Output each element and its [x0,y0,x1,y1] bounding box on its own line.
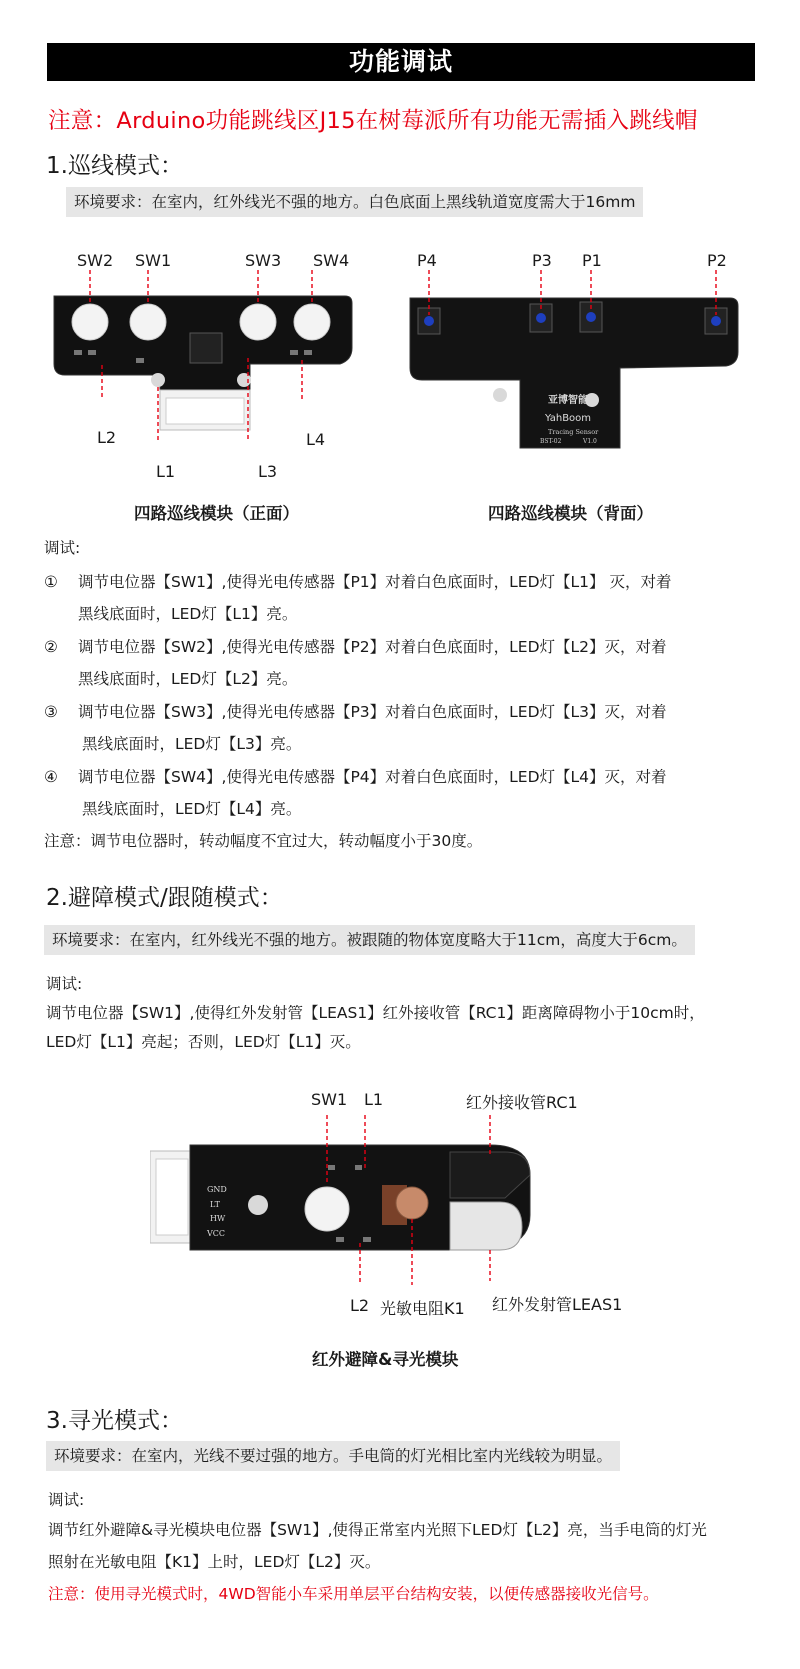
label-l3: L3 [258,462,278,481]
section2-line1: 调节电位器【SW1】,使得红外发射管【LEAS1】红外接收管【RC1】距离障碍物小于10cm时， [46,1004,705,1022]
label-p1: P1 [582,251,602,270]
jumper-notice: 注意：Arduino功能跳线区J15在树莓派所有功能无需插入跳线帽 [48,108,698,134]
step-4-num: ④ [44,768,58,786]
label-l1: L1 [156,462,176,481]
caption-module: 红外避障&寻光模块 [312,1350,459,1369]
board-model1: Tracing Sensor [548,428,599,436]
step-3-line1: 调节电位器【SW3】,使得光电传感器【P3】对着白色底面时，LED灯【L3】灭，对着 [78,703,667,721]
label-p3: P3 [532,251,552,270]
caption-back: 四路巡线模块（背面） [488,504,653,523]
board-cn-brand: 亚博智能 [548,395,588,406]
section3-line1: 调节红外避障&寻光模块电位器【SW1】,使得正常室内光照下LED灯【L2】亮，当手电筒的灯光 [48,1521,707,1539]
label-k1: 光敏电阻K1 [380,1299,465,1318]
section1-debug-label: 调试: [44,539,81,557]
pin-lt: LT [210,1200,220,1209]
step-1-num: ① [44,573,58,591]
label-sw3: SW3 [245,251,282,270]
section2-debug-label: 调试: [46,975,83,993]
label-l2: L2 [97,428,117,447]
label-p2: P2 [707,251,727,270]
section3-heading: 3.寻光模式： [46,1408,183,1434]
step-1 [44,566,671,630]
caption-front: 四路巡线模块（正面） [134,504,299,523]
label-sw1: SW1 [135,251,172,270]
label-sw2: SW2 [77,251,114,270]
step-4 [44,761,667,825]
board-version: V1.0 [583,438,597,445]
section2-heading: 2.避障模式/跟随模式： [46,885,283,911]
section2-line2: LED灯【L1】亮起；否则，LED灯【L1】灭。 [46,1033,361,1051]
step-1-line2: 黑线底面时，LED灯【L1】亮。 [78,605,298,623]
label-rc1: 红外接收管RC1 [466,1093,578,1112]
section3-line2: 照射在光敏电阻【K1】上时，LED灯【L2】灭。 [48,1553,381,1571]
section1-heading: 1.巡线模式： [46,153,183,179]
board-model2: BST-02 [540,438,562,445]
page-title: 功能调试 [47,43,755,81]
section1-env: 环境要求：在室内，红外线光不强的地方。白色底面上黑线轨道宽度需大于16mm [66,187,643,217]
label-module-l2: L2 [350,1296,370,1315]
step-2-num: ② [44,638,58,656]
section3-env: 环境要求：在室内，光线不要过强的地方。手电筒的灯光相比室内光线较为明显。 [46,1441,620,1471]
pin-vcc: VCC [207,1229,226,1238]
section3-debug-label: 调试: [48,1491,85,1509]
step-2 [44,631,667,695]
step-2-line2: 黑线底面时，LED灯【L2】亮。 [78,670,298,688]
pin-hw: HW [210,1214,226,1223]
label-module-l1: L1 [364,1090,384,1109]
step-4-line1: 调节电位器【SW4】,使得光电传感器【P4】对着白色底面时，LED灯【L4】灭，对着 [78,768,667,786]
step-2-line1: 调节电位器【SW2】,使得光电传感器【P2】对着白色底面时，LED灯【L2】灭，对着 [78,638,667,656]
step-3-line2: 黑线底面时，LED灯【L3】亮。 [82,735,302,753]
label-p4: P4 [417,251,437,270]
tracking-module-front-image [40,240,380,465]
step-4-line2: 黑线底面时，LED灯【L4】亮。 [82,800,302,818]
section2-env: 环境要求：在室内，红外线光不强的地方。被跟随的物体宽度略大于11cm，高度大于6cm。 [44,925,695,955]
label-module-sw1: SW1 [311,1090,348,1109]
label-l4: L4 [306,430,326,449]
pin-gnd: GND [207,1185,227,1194]
step-1-line1: 调节电位器【SW1】,使得光电传感器【P1】对着白色底面时，LED灯【L1】 灭，对着 [78,573,672,591]
section3-note: 注意：使用寻光模式时，4WD智能小车采用单层平台结构安装，以便传感器接收光信号。 [48,1585,659,1603]
step-3-num: ③ [44,703,58,721]
section1-note: 注意：调节电位器时，转动幅度不宜过大，转动幅度小于30度。 [44,832,483,850]
board-brand: YahBoom [545,413,592,424]
label-sw4: SW4 [313,251,350,270]
step-3 [44,696,667,760]
label-leas1: 红外发射管LEAS1 [492,1295,623,1314]
tracking-module-back-image [400,240,750,465]
